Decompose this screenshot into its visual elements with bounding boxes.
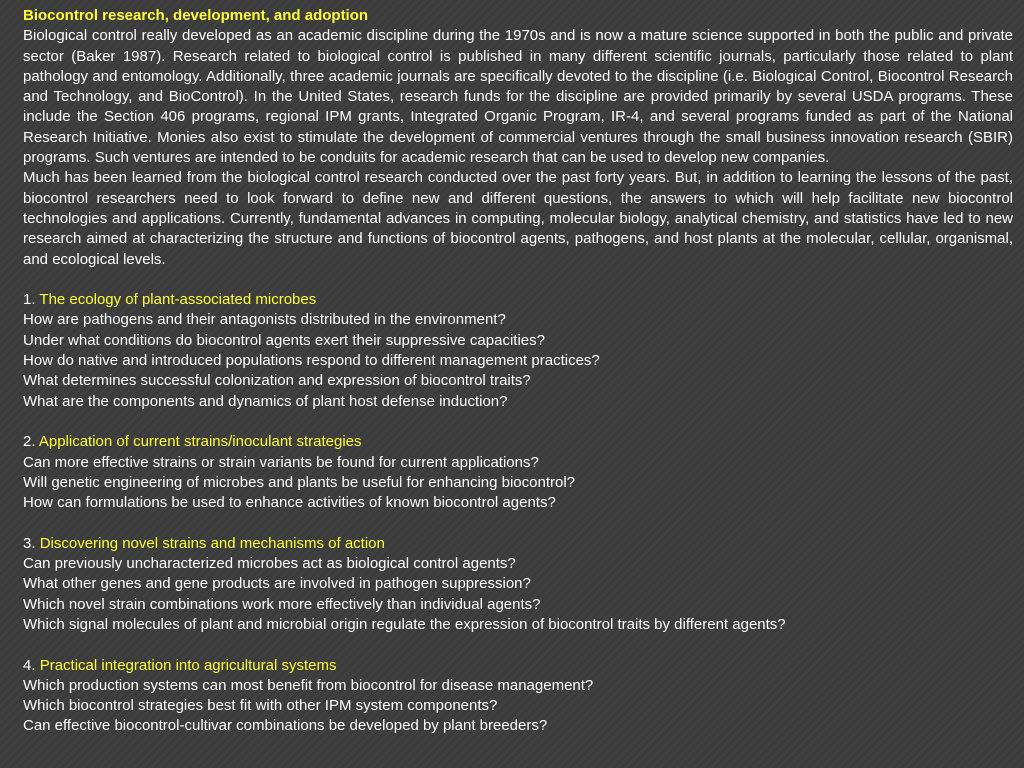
section-heading — [23, 432, 1013, 452]
question-item: How can formulations be used to enhance activities of known biocontrol agents? — [23, 494, 556, 512]
question-item: How do native and introduced populations respond to different management practices? — [23, 352, 600, 370]
section-discovery — [23, 534, 1013, 635]
question-item: Will genetic engineering of microbes and plants be useful for enhancing biocontrol? — [23, 473, 576, 491]
question-item: Which signal molecules of plant and microbial origin regulate the expression of biocontrol traits by different agents? — [23, 615, 786, 633]
section-number: 1. — [23, 291, 40, 309]
section-number: 2. — [23, 433, 39, 451]
section-integration — [23, 656, 1013, 737]
question-item: Under what conditions do biocontrol agents exert their suppressive capacities? — [23, 331, 545, 349]
intro-paragraph-1: Biological control really developed as an academic discipline during the 1970s and is now a mature science supported in both the public and private sector (Baker 1987). Research related to biological control is published in many different scientific journals, particularly those related to plant pathology and entomology. Additionally, three academic journals are specifically devoted to the discipline (i.e. Biological Control, Biocontrol Research and Technology, and BioControl). In the United States, research funds for the discipline are provided primarily by several USDA programs. These include the Section 406 programs, regional IPM grants, Integrated Organic Program, IR-4, and several programs funded as part of the National Research Initiative. Monies also exist to stimulate the development of commercial ventures through the small business innovation research (SBIR) programs. Such ventures are intended to be conduits for academic research that can be used to develop new companies. — [23, 27, 1013, 167]
question-item: Which biocontrol strategies best fit with other IPM system components? — [23, 697, 498, 715]
question-item: Which novel strain combinations work more effectively than individual agents? — [23, 595, 541, 613]
question-item: Can more effective strains or strain variants be found for current applications? — [23, 453, 539, 471]
section-topic: Application of current strains/inoculant strategies — [38, 433, 362, 451]
question-item: What are the components and dynamics of plant host defense induction? — [23, 392, 508, 410]
section-topic: Practical integration into agricultural systems — [39, 656, 337, 674]
section-ecology — [23, 290, 1013, 412]
question-item: Can effective biocontrol-cultivar combinations be developed by plant breeders? — [23, 717, 548, 735]
section-number: 3. — [23, 534, 40, 552]
question-item: Can previously uncharacterized microbes act as biological control agents? — [23, 555, 516, 573]
section-heading — [23, 290, 1013, 310]
section-topic: Discovering novel strains and mechanisms of action — [39, 534, 385, 552]
section-number: 4. — [23, 656, 40, 674]
slide-content — [23, 6, 1013, 737]
spacer — [23, 513, 1013, 533]
section-application — [23, 432, 1013, 513]
question-item: Which production systems can most benefit from biocontrol for disease management? — [23, 676, 594, 694]
slide-title: Biocontrol research, development, and adoption — [23, 7, 369, 24]
question-item: What determines successful colonization and expression of biocontrol traits? — [23, 372, 531, 390]
intro-paragraph-2: Much has been learned from the biological control research conducted over the past forty years. But, in addition to learning the lessons of the past, biocontrol researchers need to look forward to define new and different questions, the answers to which will help facilitate new biocontrol technologies and applications. Currently, fundamental advances in computing, molecular biology, analytical chemistry, and statistics have led to new research aimed at characterizing the structure and functions of biocontrol agents, pathogens, and host plants at the molecular, cellular, organismal, and ecological levels. — [23, 169, 1013, 268]
spacer — [23, 635, 1013, 655]
spacer — [23, 412, 1013, 432]
question-item: What other genes and gene products are involved in pathogen suppression? — [23, 575, 531, 593]
section-topic: The ecology of plant-associated microbes — [39, 291, 317, 309]
section-heading — [23, 534, 1013, 554]
section-heading — [23, 656, 1013, 676]
spacer — [23, 270, 1013, 290]
question-item: How are pathogens and their antagonists distributed in the environment? — [23, 311, 506, 329]
